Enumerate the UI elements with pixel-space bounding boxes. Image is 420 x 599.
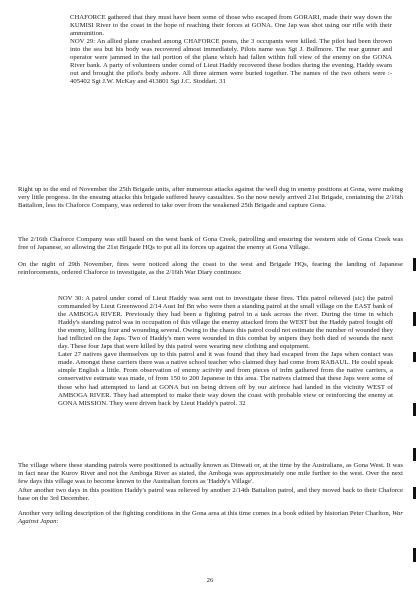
body-paragraph-1: Right up to the end of November the 25th Brigade units, after numerous attacks against the well dug in enemy positions at Gona, were making very little progress. In the ensuing attacks this brigade suffered heavy casualties. So the now newly arrived 21st Brigade, containing the 2/16th Battalion, less its Chaforce Company, was ordered to take over from the weakened 25th Brigade and capture Gona. [18, 186, 403, 210]
quote-1-paragraph-1: CHAFORCE gathered that they must have been some of those who escaped from GORARI, made their way down the KUMISI River to the coast in the hope of reaching their forces at GONA. One Jap was shot using our rifle with their ammunition. [70, 14, 392, 38]
quote-2-paragraph-1: NOV 30: A patrol under comd of Lieut Haddy was sent out to investigate these fires. This patrol relieved (sic) the patrol commanded by Lieut Greenwood 2/14 Aust Inf Bn who were then a standing patrol at the small village on the EAST bank of the AMBOGA RIVER. Previously they had been a fighting patrol in a task across the river. During the time in which Haddy's standing patrol was in occupation of this village the enemy attacked from the WEST but the Haddy patrol fought off the enemy, killing four and wounding several. Owing to the chaos this patrol could not estimate the number of wounded they had inflicted on the Japs. Two of Haddy's men were wounded in this combat by snipers they both died of wounds the next day. These four Japs that were killed by this patrol were wearing new clothing and equipment. [58, 295, 393, 351]
scan-edge-mark [413, 487, 416, 499]
body-paragraph-6-text: Another very telling description of the fighting conditions in the Gona area at this time comes in a book edited by historian Peter Charlton, [18, 510, 393, 517]
body-paragraph-2: The 2/16th Chaforce Company was still based on the west bank of Gona Creek, patrolling and ensuring the western side of Gona Creek was free of Japanese, so allowing the 21st Brigade HQs to put all its forces up against the enemy at Gona Village. [18, 236, 403, 252]
quote-1-paragraph-2: NOV 29: An allied plane crashed among CHAFORCE posns, the 3 occupants were killed. The pilot had been thrown into the sea but his body was recovered almost immediately. Pilots name was Sgt J. Bullmore. The rear gunner and operator were jammed in the tail portion of the plane which had fallen within full view of the enemy on the GONA River bank. A party of volunteers under comd of Lieut Haddy recovered these bodies during the evening, Haddy swam out and brought the pilot's body ashore. All three airmen were buried together. The names of the two others were :- 405402 Sgt J.W. McKay and 413801 Sgt J.C. Stoddart. 31 [70, 38, 392, 86]
quote-2-paragraph-2: Later 27 natives gave themselves up to this patrol and it was found that they had escaped from the Japs when contact was made. Amongst these carriers there was a native school teacher who claimed they had come from RABAUL. He could speak simple English a little. From observation of enemy activity and from pieces of infm gathered from the native carriers, a conservative estimate was made, of from 150 to 200 Japanese in this area. The natives claimed that these Japs were some of those who had attempted to land at GONA but on being driven off by our airforce had landed in the vicinity WEST of AMBOGA RIVER. They had attempted to make their way down the coast with probable view or reinforcing the enemy at GONA MISSION. They were driven back by Lieut Haddy's patrol. 32 [58, 351, 393, 407]
war-diary-quote-2 [58, 295, 393, 408]
body-paragraph-6-end: : [56, 518, 59, 526]
body-paragraph-6 [18, 510, 403, 526]
scan-edge-mark [413, 548, 416, 562]
body-paragraph-4: The village where these standing patrols were positioned is actually known as Dinwati or, at the time by the Australians, as Gona West. It was in fact near the Kurov River and not the Amboga River as stated, the Amboga was approximately one mile further to the west. Over the next few days this village was to become known to the Australian forces as 'Haddy's Village'. [18, 462, 403, 486]
scan-edge-mark [413, 312, 416, 326]
body-paragraph-3: On the night of 29th November, fires were noticed along the coast to the west and Brigade HQs, fearing the landing of Japanese reinforcements, ordered Chaforce to investigate, as the 2/16th War Diary continues: [18, 261, 403, 277]
body-paragraph-5: After another two days in this position Haddy's patrol was relieved by another 2/14th Battalion patrol, and they moved back to their Chaforce base on the 3rd December. [18, 487, 403, 503]
war-diary-quote-1 [70, 14, 392, 86]
scan-edge-mark [413, 258, 416, 271]
page-number: 26 [206, 577, 214, 584]
scan-edge-mark [413, 448, 416, 461]
book-title: War Against Japan [18, 510, 403, 526]
scan-edge-mark [413, 352, 416, 362]
scan-edge-mark [413, 403, 416, 416]
